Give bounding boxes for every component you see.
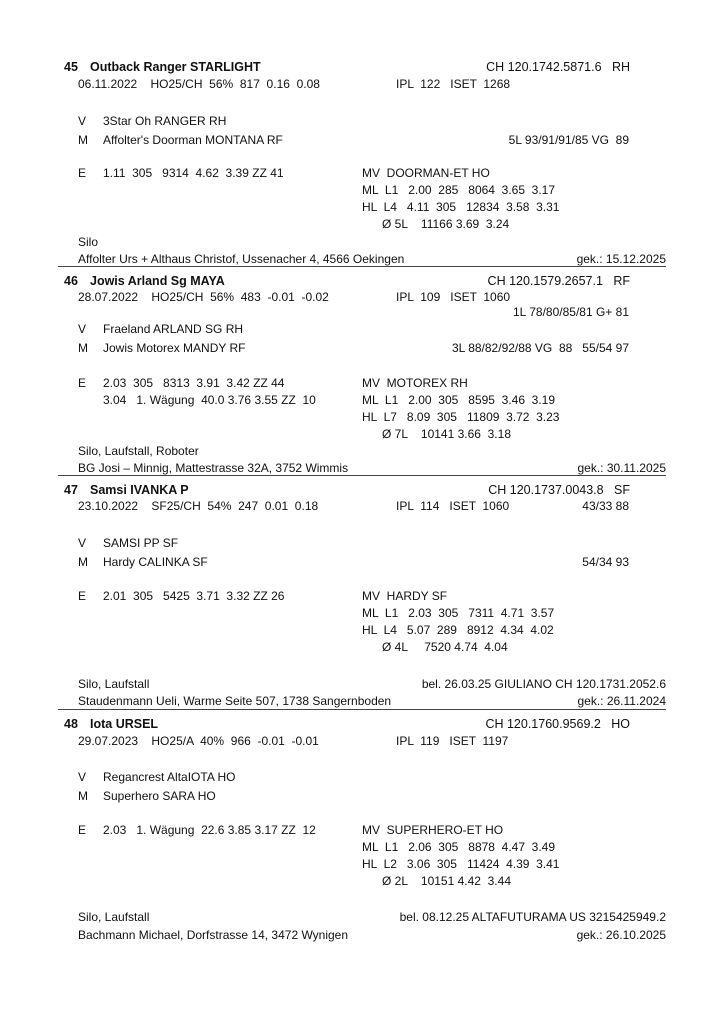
dam-label: M (78, 555, 88, 569)
e-line: 1.11 305 9314 4.62 3.39 ZZ 41 (103, 166, 284, 180)
sire-name: SAMSI PP SF (103, 536, 179, 550)
ml-line: ML L1 2.06 305 8878 4.47 3.49 (362, 840, 556, 854)
housing: Silo, Laufstall, Roboter (78, 444, 199, 458)
hl-line: HL L7 8.09 305 11809 3.72 3.23 (362, 410, 560, 424)
dam-name: Superhero SARA HO (103, 789, 216, 803)
e-line: 2.03 1. Wägung 22.6 3.85 3.17 ZZ 12 (103, 823, 316, 837)
mv-line: MV HARDY SF (362, 589, 448, 603)
owner: Bachmann Michael, Dorfstrasse 14, 3472 Wynigen (78, 928, 349, 942)
sire-name: Fraeland ARLAND SG RH (103, 322, 244, 336)
index-values: IPL 114 ISET 1060 (396, 499, 510, 513)
mv-line: MV DOORMAN-ET HO (362, 166, 490, 180)
ml-line: ML L1 2.00 305 8595 3.46 3.19 (362, 393, 556, 407)
purchase-date: gek.: 30.11.2025 (577, 461, 666, 475)
ml-line: ML L1 2.03 305 7311 4.71 3.57 (362, 606, 555, 620)
purchase-date: gek.: 26.10.2025 (576, 928, 666, 942)
owner: Affolter Urs + Althaus Christof, Ussenacher 4, 4566 Oekingen (78, 252, 405, 266)
index-values: IPL 119 ISET 1197 (396, 734, 509, 748)
mv-line: MV MOTOREX RH (362, 376, 468, 390)
entry-divider (58, 709, 666, 710)
e-line: 2.01 305 5425 3.71 3.32 ZZ 26 (103, 589, 285, 603)
housing: Silo, Laufstall (78, 910, 150, 924)
e-label: E (78, 589, 87, 603)
sire-name: Regancrest AltaIOTA HO (103, 770, 236, 784)
index-values: IPL 109 ISET 1060 (396, 290, 511, 304)
housing: Silo, Laufstall (78, 677, 150, 691)
ml-line: ML L1 2.00 285 8064 3.65 3.17 (362, 183, 556, 197)
dam-name: Affolter's Doorman MONTANA RF (103, 133, 283, 147)
dam-name: Jowis Motorex MANDY RF (103, 341, 246, 355)
owner: Staudenmann Ueli, Warme Seite 507, 1738 Sangernboden (78, 694, 392, 708)
owner: BG Josi – Minnig, Mattestrasse 32A, 3752 Wimmis (78, 461, 349, 475)
dam-label: M (78, 133, 88, 147)
birth-info: 23.10.2022 SF25/CH 54% 247 0.01 0.18 (78, 499, 319, 513)
entry-number: 48 (64, 717, 78, 731)
hl-line: HL L4 5.07 289 8912 4.34 4.02 (362, 623, 554, 637)
e-label: E (78, 376, 87, 390)
e-label: E (78, 823, 87, 837)
animal-id: CH 120.1760.9569.2 HO (485, 717, 630, 731)
purchase-date: gek.: 15.12.2025 (576, 252, 666, 266)
avg-line: Ø 7L 10141 3.66 3.18 (362, 427, 511, 441)
insemination-info: bel. 08.12.25 ALTAFUTURAMA US 3215425949.2 (399, 910, 666, 924)
entry-divider (58, 475, 666, 476)
index-values: IPL 122 ISET 1268 (396, 77, 511, 91)
animal-name: Samsi IVANKA P (90, 483, 189, 497)
dam-scores: 54/34 93 (582, 555, 629, 569)
animal-id: CH 120.1579.2657.1 RF (487, 274, 630, 288)
type-scores: 43/33 88 (582, 499, 629, 513)
sire-label: V (78, 536, 87, 550)
avg-line: Ø 4L 7520 4.74 4.04 (362, 640, 508, 654)
animal-name: Iota URSEL (90, 717, 159, 731)
entry-divider (58, 266, 666, 267)
dam-label: M (78, 341, 88, 355)
entry-number: 45 (64, 60, 78, 74)
sire-label: V (78, 770, 87, 784)
animal-id: CH 120.1737.0043.8 SF (488, 483, 630, 497)
avg-line: Ø 2L 10151 4.42 3.44 (362, 874, 511, 888)
birth-info: 29.07.2023 HO25/A 40% 966 -0.01 -0.01 (78, 734, 319, 748)
entry-number: 47 (64, 483, 78, 497)
dam-scores: 3L 88/82/92/88 VG 88 55/54 97 (451, 341, 629, 355)
e-line: 3.04 1. Wägung 40.0 3.76 3.55 ZZ 10 (103, 393, 316, 407)
dam-label: M (78, 789, 88, 803)
birth-info: 06.11.2022 HO25/CH 56% 817 0.16 0.08 (78, 77, 320, 91)
dam-name: Hardy CALINKA SF (103, 555, 208, 569)
hl-line: HL L2 3.06 305 11424 4.39 3.41 (362, 857, 560, 871)
housing: Silo (78, 235, 99, 249)
animal-name: Outback Ranger STARLIGHT (90, 60, 261, 74)
dam-scores: 5L 93/91/91/85 VG 89 (508, 133, 629, 147)
insemination-info: bel. 26.03.25 GIULIANO CH 120.1731.2052.6 (421, 677, 666, 691)
hl-line: HL L4 4.11 305 12834 3.58 3.31 (362, 200, 560, 214)
sire-name: 3Star Oh RANGER RH (103, 114, 227, 128)
sire-label: V (78, 114, 87, 128)
purchase-date: gek.: 26.11.2024 (577, 694, 666, 708)
avg-line: Ø 5L 11166 3.69 3.24 (362, 217, 510, 231)
e-line: 2.03 305 8313 3.91 3.42 ZZ 44 (103, 376, 285, 390)
animal-name: Jowis Arland Sg MAYA (90, 274, 225, 288)
sire-label: V (78, 322, 87, 336)
mv-line: MV SUPERHERO-ET HO (362, 823, 504, 837)
e-label: E (78, 166, 87, 180)
animal-id: CH 120.1742.5871.6 RH (486, 60, 630, 74)
entry-number: 46 (64, 274, 78, 288)
type-scores: 1L 78/80/85/81 G+ 81 (513, 305, 629, 319)
birth-info: 28.07.2022 HO25/CH 56% 483 -0.01 -0.02 (78, 290, 329, 304)
